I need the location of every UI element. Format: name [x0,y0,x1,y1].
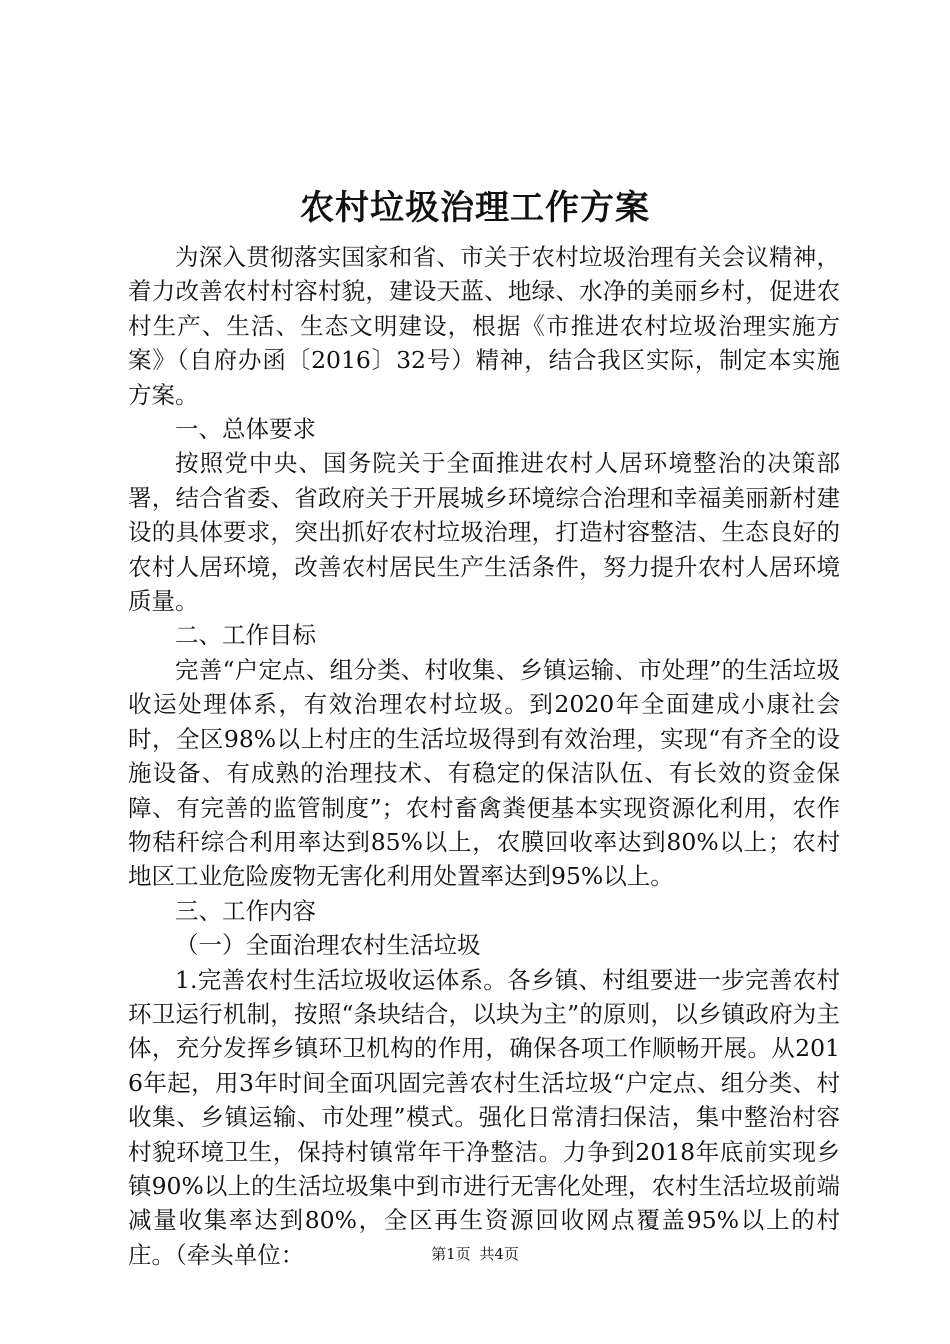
general-requirements-paragraph: 按照党中央、国务院关于全面推进农村人居环境整治的决策部署，结合省委、省政府关于开展城乡环境综合治理和幸福美丽新村建设的具体要求，突出抓好农村垃圾治理，打造村容整洁、生态良好的农村人居环境，改善农村居民生产生活条件，努力提升农村人居环境质量。 [128,449,840,616]
document-body [128,240,840,1272]
work-content-paragraph: 1.完善农村生活垃圾收运体系。各乡镇、村组要进一步完善农村环卫运行机制，按照“条块结合，以块为主”的原则，以乡镇政府为主体，充分发挥乡镇环卫机构的作用，确保各项工作顺畅开展。从2016年起，用3年时间全面巩固完善农村生活垃圾“户定点、组分类、村收集、乡镇运输、市处理”模式。强化日常清扫保洁，集中整治村容村貌环境卫生，保持村镇常年干净整洁。力争到2018年底前实现乡镇90%以上的生活垃圾集中到市进行无害化处理，农村生活垃圾前端减量收集率达到80%，全区再生资源回收网点覆盖95%以上的村庄。（牵头单位： [128,965,840,1269]
page-title: 农村垃圾治理工作方案 [300,188,650,228]
page-number-footer: 第1页 共4页 [431,1245,519,1263]
intro-paragraph: 为深入贯彻落实国家和省、市关于农村垃圾治理有关会议精神，着力改善农村村容村貌，建设天蓝、地绿、水净的美丽乡村，促进农村生产、生活、生态文明建设，根据《市推进农村垃圾治理实施方案》（自府办函〔2016〕32号）精神，结合我区实际，制定本实施方案。 [128,243,840,409]
section-heading-work-content: 三、工作内容 [175,896,316,925]
subsection-heading: （一）全面治理农村生活垃圾 [175,931,481,960]
section-heading-general-requirements: 一、总体要求 [175,415,316,444]
section-heading-work-goals: 二、工作目标 [175,621,316,650]
work-goals-paragraph: 完善“户定点、组分类、村收集、乡镇运输、市处理”的生活垃圾收运处理体系，有效治理农村垃圾。到2020年全面建成小康社会时，全区98%以上村庄的生活垃圾得到有效治理，实现“有齐全的设施设备、有成熟的治理技术、有稳定的保洁队伍、有长效的资金保障、有完善的监管制度”；农村畜禽粪便基本实现资源化利用，农作物秸秆综合利用率达到85%以上，农膜回收率达到80%以上；农村地区工业危险废物无害化利用处置率达到95%以上。 [128,655,840,891]
